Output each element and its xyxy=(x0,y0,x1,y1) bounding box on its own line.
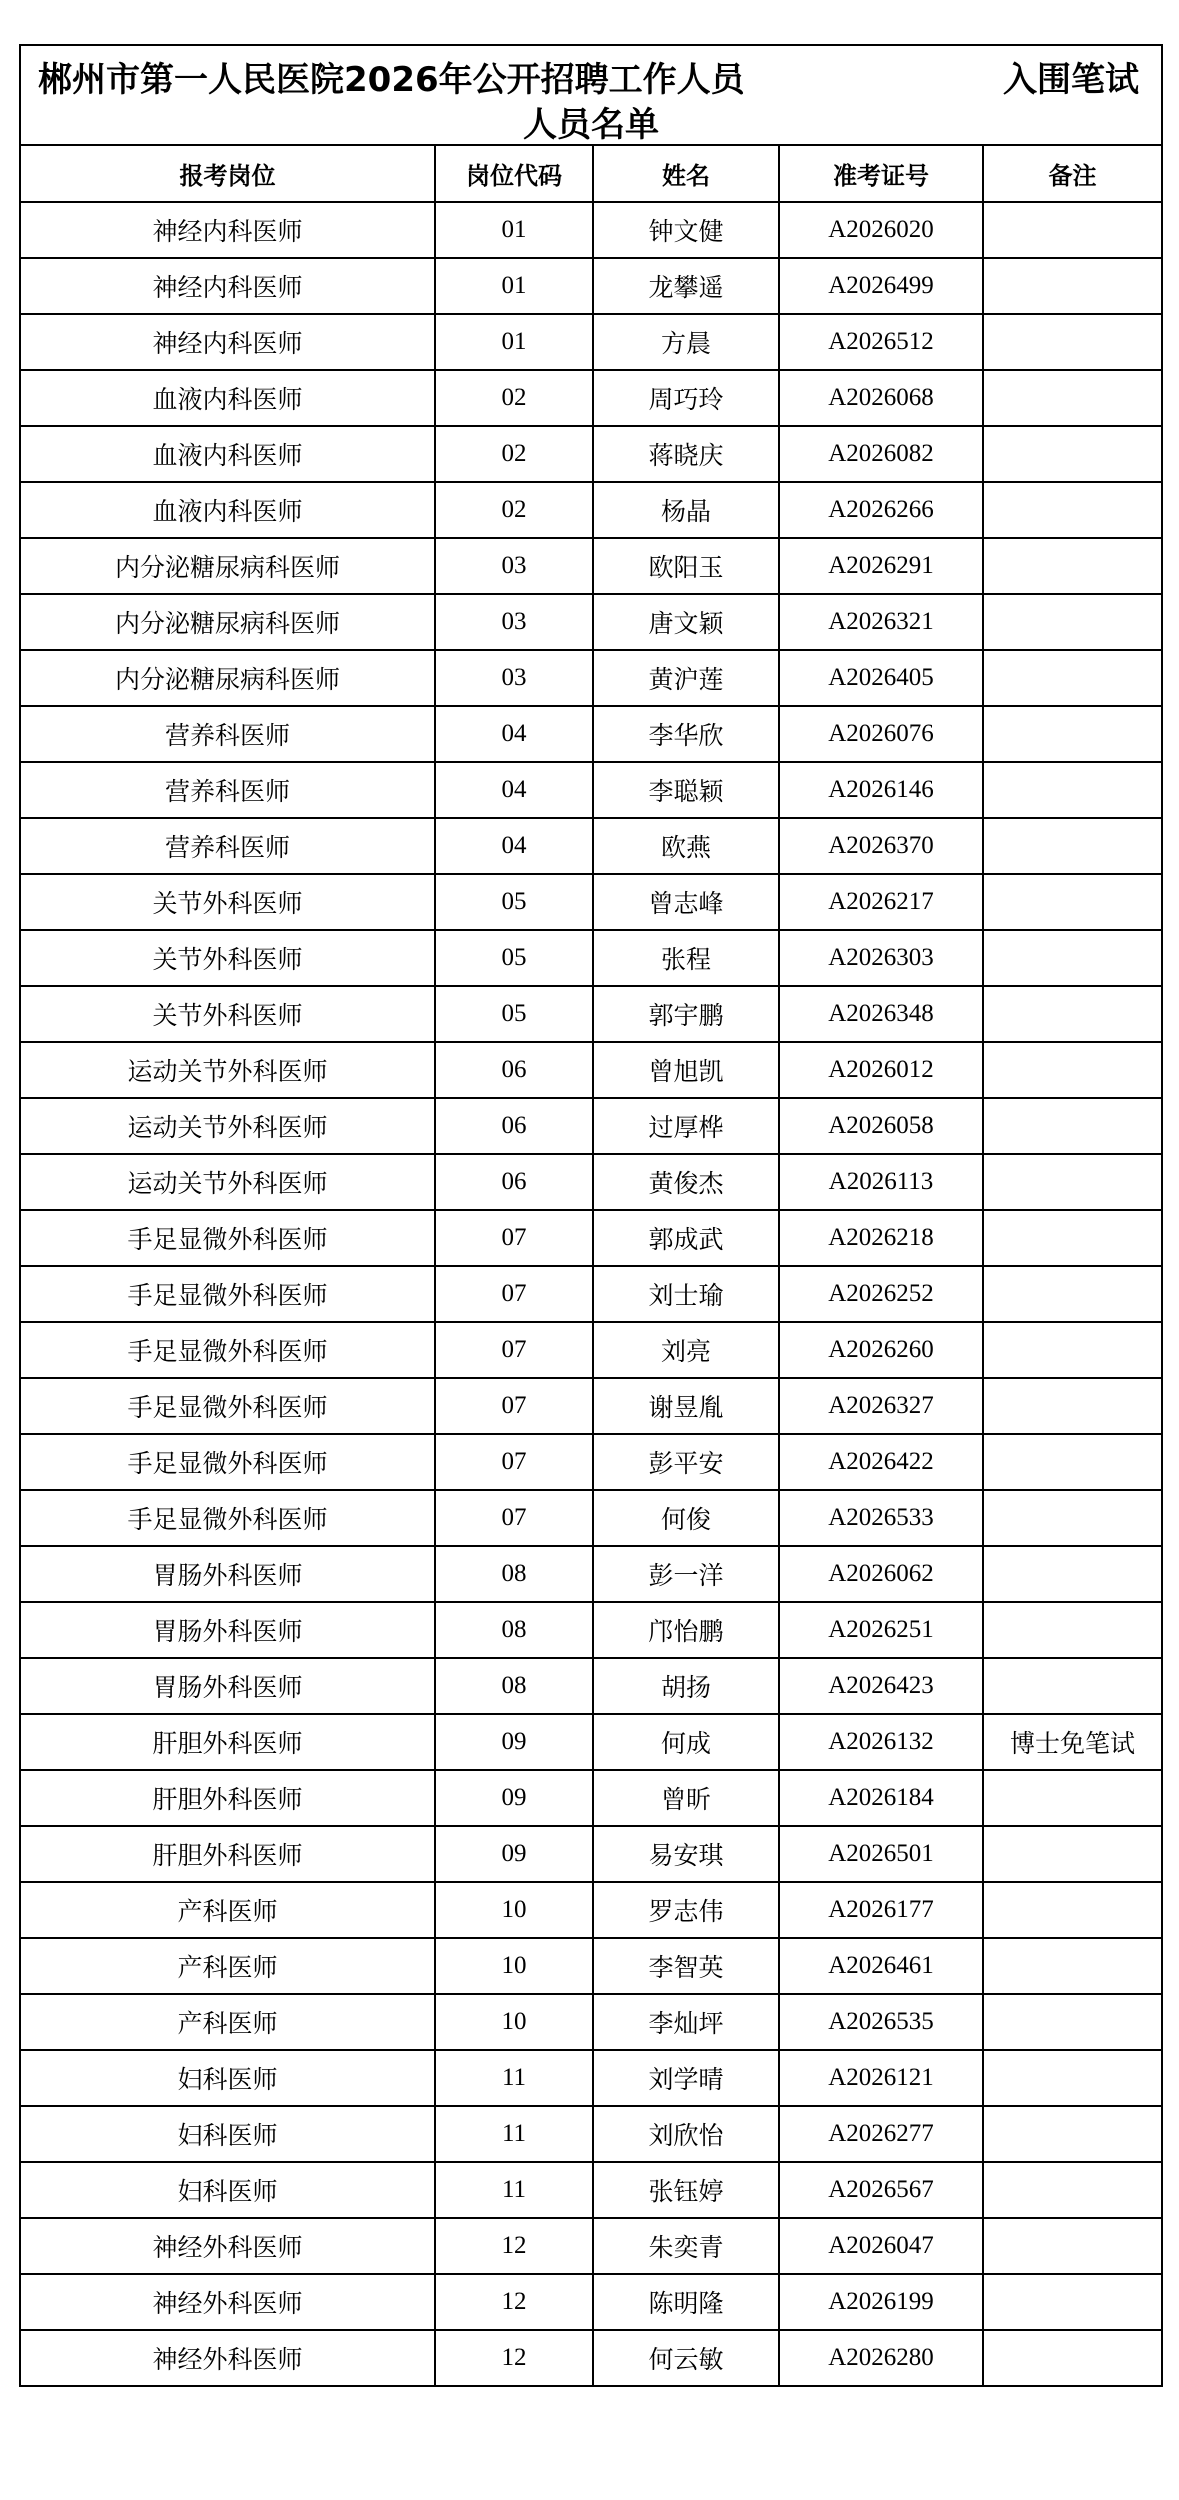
cell-name: 蒋晓庆 xyxy=(593,426,779,482)
cell-name: 李灿坪 xyxy=(593,1994,779,2050)
cell-name: 曾昕 xyxy=(593,1770,779,1826)
header-post-code: 岗位代码 xyxy=(435,146,593,202)
cell-post: 神经内科医师 xyxy=(21,202,435,258)
cell-post: 妇科医师 xyxy=(21,2162,435,2218)
cell-name: 欧阳玉 xyxy=(593,538,779,594)
table-body xyxy=(21,202,1161,2386)
table-row xyxy=(21,314,1161,370)
cell-post: 胃肠外科医师 xyxy=(21,1546,435,1602)
header-post: 报考岗位 xyxy=(21,146,435,202)
cell-ticket-number: A2026512 xyxy=(779,314,983,370)
table-row xyxy=(21,538,1161,594)
table-row xyxy=(21,650,1161,706)
table-row xyxy=(21,818,1161,874)
cell-ticket-number: A2026327 xyxy=(779,1378,983,1434)
cell-remarks xyxy=(983,1658,1161,1714)
cell-name: 易安琪 xyxy=(593,1826,779,1882)
table-row xyxy=(21,1714,1161,1770)
cell-ticket-number: A2026461 xyxy=(779,1938,983,1994)
cell-name: 李智英 xyxy=(593,1938,779,1994)
cell-post-code: 08 xyxy=(435,1546,593,1602)
document-title: 郴州市第一人民医院2026年公开招聘工作人员 xyxy=(38,60,745,100)
cell-post-code: 06 xyxy=(435,1154,593,1210)
cell-post-code: 07 xyxy=(435,1266,593,1322)
cell-post-code: 11 xyxy=(435,2106,593,2162)
table-row xyxy=(21,2274,1161,2330)
cell-name: 郭成武 xyxy=(593,1210,779,1266)
cell-ticket-number: A2026252 xyxy=(779,1266,983,1322)
cell-name: 刘学晴 xyxy=(593,2050,779,2106)
cell-remarks xyxy=(983,1210,1161,1266)
cell-post-code: 07 xyxy=(435,1490,593,1546)
cell-post-code: 02 xyxy=(435,426,593,482)
header-name: 姓名 xyxy=(593,146,779,202)
cell-post: 手足显微外科医师 xyxy=(21,1434,435,1490)
cell-post-code: 03 xyxy=(435,594,593,650)
table-row xyxy=(21,1882,1161,1938)
cell-post: 内分泌糖尿病科医师 xyxy=(21,594,435,650)
cell-remarks xyxy=(983,538,1161,594)
table-row xyxy=(21,1826,1161,1882)
cell-post: 营养科医师 xyxy=(21,818,435,874)
table-row xyxy=(21,258,1161,314)
cell-ticket-number: A2026184 xyxy=(779,1770,983,1826)
cell-post-code: 05 xyxy=(435,930,593,986)
cell-post: 神经内科医师 xyxy=(21,314,435,370)
cell-name: 彭一洋 xyxy=(593,1546,779,1602)
table-row xyxy=(21,482,1161,538)
cell-post: 产科医师 xyxy=(21,1994,435,2050)
table-row xyxy=(21,2106,1161,2162)
table-row xyxy=(21,1770,1161,1826)
cell-ticket-number: A2026501 xyxy=(779,1826,983,1882)
cell-post-code: 12 xyxy=(435,2218,593,2274)
cell-name: 曾志峰 xyxy=(593,874,779,930)
cell-name: 何云敏 xyxy=(593,2330,779,2386)
cell-remarks xyxy=(983,258,1161,314)
cell-post-code: 07 xyxy=(435,1378,593,1434)
document-title-line2: 人员名单 xyxy=(523,105,659,145)
table-header-row xyxy=(21,146,1161,202)
cell-ticket-number: A2026121 xyxy=(779,2050,983,2106)
cell-post-code: 01 xyxy=(435,314,593,370)
cell-name: 李聪颖 xyxy=(593,762,779,818)
cell-remarks xyxy=(983,1378,1161,1434)
cell-post-code: 02 xyxy=(435,482,593,538)
cell-post-code: 09 xyxy=(435,1770,593,1826)
table-row xyxy=(21,1210,1161,1266)
table-row xyxy=(21,1322,1161,1378)
cell-remarks xyxy=(983,2274,1161,2330)
cell-ticket-number: A2026533 xyxy=(779,1490,983,1546)
cell-remarks xyxy=(983,1938,1161,1994)
cell-remarks xyxy=(983,1882,1161,1938)
cell-ticket-number: A2026012 xyxy=(779,1042,983,1098)
cell-ticket-number: A2026113 xyxy=(779,1154,983,1210)
table-row xyxy=(21,1602,1161,1658)
cell-post-code: 05 xyxy=(435,986,593,1042)
cell-post: 肝胆外科医师 xyxy=(21,1770,435,1826)
cell-post-code: 01 xyxy=(435,258,593,314)
cell-remarks xyxy=(983,762,1161,818)
cell-ticket-number: A2026020 xyxy=(779,202,983,258)
cell-post: 胃肠外科医师 xyxy=(21,1602,435,1658)
table-row xyxy=(21,1490,1161,1546)
roster-sheet xyxy=(19,44,1163,2387)
table-row xyxy=(21,2330,1161,2386)
cell-post-code: 09 xyxy=(435,1826,593,1882)
cell-post: 关节外科医师 xyxy=(21,930,435,986)
cell-post: 手足显微外科医师 xyxy=(21,1266,435,1322)
cell-post: 运动关节外科医师 xyxy=(21,1098,435,1154)
cell-post: 内分泌糖尿病科医师 xyxy=(21,650,435,706)
cell-name: 陈明隆 xyxy=(593,2274,779,2330)
table-row xyxy=(21,426,1161,482)
cell-ticket-number: A2026076 xyxy=(779,706,983,762)
cell-ticket-number: A2026266 xyxy=(779,482,983,538)
cell-ticket-number: A2026280 xyxy=(779,2330,983,2386)
cell-remarks xyxy=(983,1434,1161,1490)
cell-post: 营养科医师 xyxy=(21,762,435,818)
cell-ticket-number: A2026370 xyxy=(779,818,983,874)
cell-ticket-number: A2026217 xyxy=(779,874,983,930)
cell-name: 过厚桦 xyxy=(593,1098,779,1154)
cell-name: 谢昱胤 xyxy=(593,1378,779,1434)
cell-remarks xyxy=(983,1994,1161,2050)
cell-remarks xyxy=(983,1826,1161,1882)
cell-ticket-number: A2026291 xyxy=(779,538,983,594)
cell-ticket-number: A2026423 xyxy=(779,1658,983,1714)
cell-ticket-number: A2026303 xyxy=(779,930,983,986)
cell-remarks xyxy=(983,482,1161,538)
cell-name: 龙攀遥 xyxy=(593,258,779,314)
cell-name: 方晨 xyxy=(593,314,779,370)
cell-post-code: 06 xyxy=(435,1098,593,1154)
cell-post: 产科医师 xyxy=(21,1938,435,1994)
table-row xyxy=(21,874,1161,930)
cell-ticket-number: A2026132 xyxy=(779,1714,983,1770)
cell-post-code: 06 xyxy=(435,1042,593,1098)
cell-remarks xyxy=(983,818,1161,874)
cell-name: 黄沪莲 xyxy=(593,650,779,706)
cell-post-code: 01 xyxy=(435,202,593,258)
cell-ticket-number: A2026277 xyxy=(779,2106,983,2162)
cell-ticket-number: A2026535 xyxy=(779,1994,983,2050)
cell-ticket-number: A2026177 xyxy=(779,1882,983,1938)
cell-remarks xyxy=(983,1266,1161,1322)
cell-ticket-number: A2026348 xyxy=(779,986,983,1042)
cell-post: 手足显微外科医师 xyxy=(21,1210,435,1266)
cell-post-code: 04 xyxy=(435,706,593,762)
cell-post: 神经外科医师 xyxy=(21,2330,435,2386)
cell-post: 神经内科医师 xyxy=(21,258,435,314)
cell-name: 何俊 xyxy=(593,1490,779,1546)
cell-name: 杨晶 xyxy=(593,482,779,538)
cell-name: 彭平安 xyxy=(593,1434,779,1490)
table-row xyxy=(21,1042,1161,1098)
cell-remarks xyxy=(983,594,1161,650)
table-row xyxy=(21,2050,1161,2106)
cell-post: 内分泌糖尿病科医师 xyxy=(21,538,435,594)
table-row xyxy=(21,1938,1161,1994)
cell-name: 欧燕 xyxy=(593,818,779,874)
table-row xyxy=(21,1546,1161,1602)
cell-ticket-number: A2026082 xyxy=(779,426,983,482)
cell-post: 胃肠外科医师 xyxy=(21,1658,435,1714)
cell-post-code: 12 xyxy=(435,2274,593,2330)
cell-post-code: 10 xyxy=(435,1938,593,1994)
cell-ticket-number: A2026058 xyxy=(779,1098,983,1154)
cell-post: 妇科医师 xyxy=(21,2050,435,2106)
cell-ticket-number: A2026068 xyxy=(779,370,983,426)
cell-post: 手足显微外科医师 xyxy=(21,1378,435,1434)
cell-post-code: 03 xyxy=(435,538,593,594)
cell-post-code: 11 xyxy=(435,2162,593,2218)
cell-remarks xyxy=(983,370,1161,426)
cell-ticket-number: A2026321 xyxy=(779,594,983,650)
cell-remarks xyxy=(983,650,1161,706)
cell-post-code: 04 xyxy=(435,818,593,874)
cell-post: 手足显微外科医师 xyxy=(21,1490,435,1546)
cell-post-code: 07 xyxy=(435,1210,593,1266)
cell-remarks: 博士免笔试 xyxy=(983,1714,1161,1770)
table-row xyxy=(21,2162,1161,2218)
cell-name: 张钰婷 xyxy=(593,2162,779,2218)
cell-ticket-number: A2026260 xyxy=(779,1322,983,1378)
cell-remarks xyxy=(983,426,1161,482)
cell-post: 神经外科医师 xyxy=(21,2274,435,2330)
cell-name: 朱奕青 xyxy=(593,2218,779,2274)
cell-remarks xyxy=(983,1042,1161,1098)
table-row xyxy=(21,370,1161,426)
cell-ticket-number: A2026199 xyxy=(779,2274,983,2330)
cell-post: 肝胆外科医师 xyxy=(21,1714,435,1770)
document-title-block xyxy=(21,46,1161,146)
table-row xyxy=(21,202,1161,258)
table-row xyxy=(21,986,1161,1042)
cell-name: 唐文颖 xyxy=(593,594,779,650)
cell-name: 刘士瑜 xyxy=(593,1266,779,1322)
cell-name: 刘欣怡 xyxy=(593,2106,779,2162)
cell-post-code: 10 xyxy=(435,1882,593,1938)
cell-remarks xyxy=(983,874,1161,930)
table-row xyxy=(21,1154,1161,1210)
table-row xyxy=(21,1994,1161,2050)
cell-post-code: 08 xyxy=(435,1658,593,1714)
table-row xyxy=(21,1266,1161,1322)
cell-remarks xyxy=(983,314,1161,370)
cell-name: 黄俊杰 xyxy=(593,1154,779,1210)
table-row xyxy=(21,2218,1161,2274)
cell-name: 曾旭凯 xyxy=(593,1042,779,1098)
cell-remarks xyxy=(983,2106,1161,2162)
cell-ticket-number: A2026218 xyxy=(779,1210,983,1266)
cell-post-code: 07 xyxy=(435,1434,593,1490)
cell-ticket-number: A2026251 xyxy=(779,1602,983,1658)
cell-remarks xyxy=(983,2050,1161,2106)
cell-remarks xyxy=(983,1322,1161,1378)
table-row xyxy=(21,1434,1161,1490)
cell-post-code: 07 xyxy=(435,1322,593,1378)
cell-post-code: 11 xyxy=(435,2050,593,2106)
cell-post-code: 05 xyxy=(435,874,593,930)
candidate-table xyxy=(21,146,1161,2387)
cell-remarks xyxy=(983,1546,1161,1602)
cell-post-code: 10 xyxy=(435,1994,593,2050)
cell-name: 张程 xyxy=(593,930,779,986)
table-row xyxy=(21,930,1161,986)
header-ticket-number: 准考证号 xyxy=(779,146,983,202)
cell-name: 李华欣 xyxy=(593,706,779,762)
cell-remarks xyxy=(983,2162,1161,2218)
cell-post: 肝胆外科医师 xyxy=(21,1826,435,1882)
table-row xyxy=(21,1378,1161,1434)
cell-ticket-number: A2026422 xyxy=(779,1434,983,1490)
cell-remarks xyxy=(983,1770,1161,1826)
table-row xyxy=(21,762,1161,818)
cell-post: 营养科医师 xyxy=(21,706,435,762)
table-row xyxy=(21,706,1161,762)
cell-ticket-number: A2026405 xyxy=(779,650,983,706)
cell-post-code: 09 xyxy=(435,1714,593,1770)
cell-remarks xyxy=(983,1154,1161,1210)
cell-remarks xyxy=(983,202,1161,258)
cell-post-code: 04 xyxy=(435,762,593,818)
cell-remarks xyxy=(983,2330,1161,2386)
cell-remarks xyxy=(983,2218,1161,2274)
cell-post-code: 03 xyxy=(435,650,593,706)
table-row xyxy=(21,594,1161,650)
cell-post: 产科医师 xyxy=(21,1882,435,1938)
cell-post: 血液内科医师 xyxy=(21,482,435,538)
cell-name: 胡扬 xyxy=(593,1658,779,1714)
cell-remarks xyxy=(983,986,1161,1042)
cell-ticket-number: A2026499 xyxy=(779,258,983,314)
cell-ticket-number: A2026146 xyxy=(779,762,983,818)
cell-ticket-number: A2026047 xyxy=(779,2218,983,2274)
document-title-suffix: 入围笔试 xyxy=(1003,60,1139,100)
cell-name: 郭宇鹏 xyxy=(593,986,779,1042)
cell-remarks xyxy=(983,706,1161,762)
cell-post: 神经外科医师 xyxy=(21,2218,435,2274)
cell-post: 血液内科医师 xyxy=(21,426,435,482)
cell-post: 运动关节外科医师 xyxy=(21,1042,435,1098)
cell-name: 何成 xyxy=(593,1714,779,1770)
cell-name: 刘亮 xyxy=(593,1322,779,1378)
cell-ticket-number: A2026062 xyxy=(779,1546,983,1602)
cell-name: 罗志伟 xyxy=(593,1882,779,1938)
cell-post: 血液内科医师 xyxy=(21,370,435,426)
table-row xyxy=(21,1658,1161,1714)
cell-post-code: 08 xyxy=(435,1602,593,1658)
cell-name: 钟文健 xyxy=(593,202,779,258)
cell-name: 邝怡鹏 xyxy=(593,1602,779,1658)
cell-post: 运动关节外科医师 xyxy=(21,1154,435,1210)
cell-remarks xyxy=(983,1098,1161,1154)
cell-remarks xyxy=(983,1602,1161,1658)
cell-post-code: 12 xyxy=(435,2330,593,2386)
cell-remarks xyxy=(983,930,1161,986)
cell-post-code: 02 xyxy=(435,370,593,426)
cell-name: 周巧玲 xyxy=(593,370,779,426)
table-row xyxy=(21,1098,1161,1154)
cell-remarks xyxy=(983,1490,1161,1546)
header-remarks: 备注 xyxy=(983,146,1161,202)
cell-ticket-number: A2026567 xyxy=(779,2162,983,2218)
cell-post: 关节外科医师 xyxy=(21,874,435,930)
cell-post: 关节外科医师 xyxy=(21,986,435,1042)
cell-post: 手足显微外科医师 xyxy=(21,1322,435,1378)
cell-post: 妇科医师 xyxy=(21,2106,435,2162)
